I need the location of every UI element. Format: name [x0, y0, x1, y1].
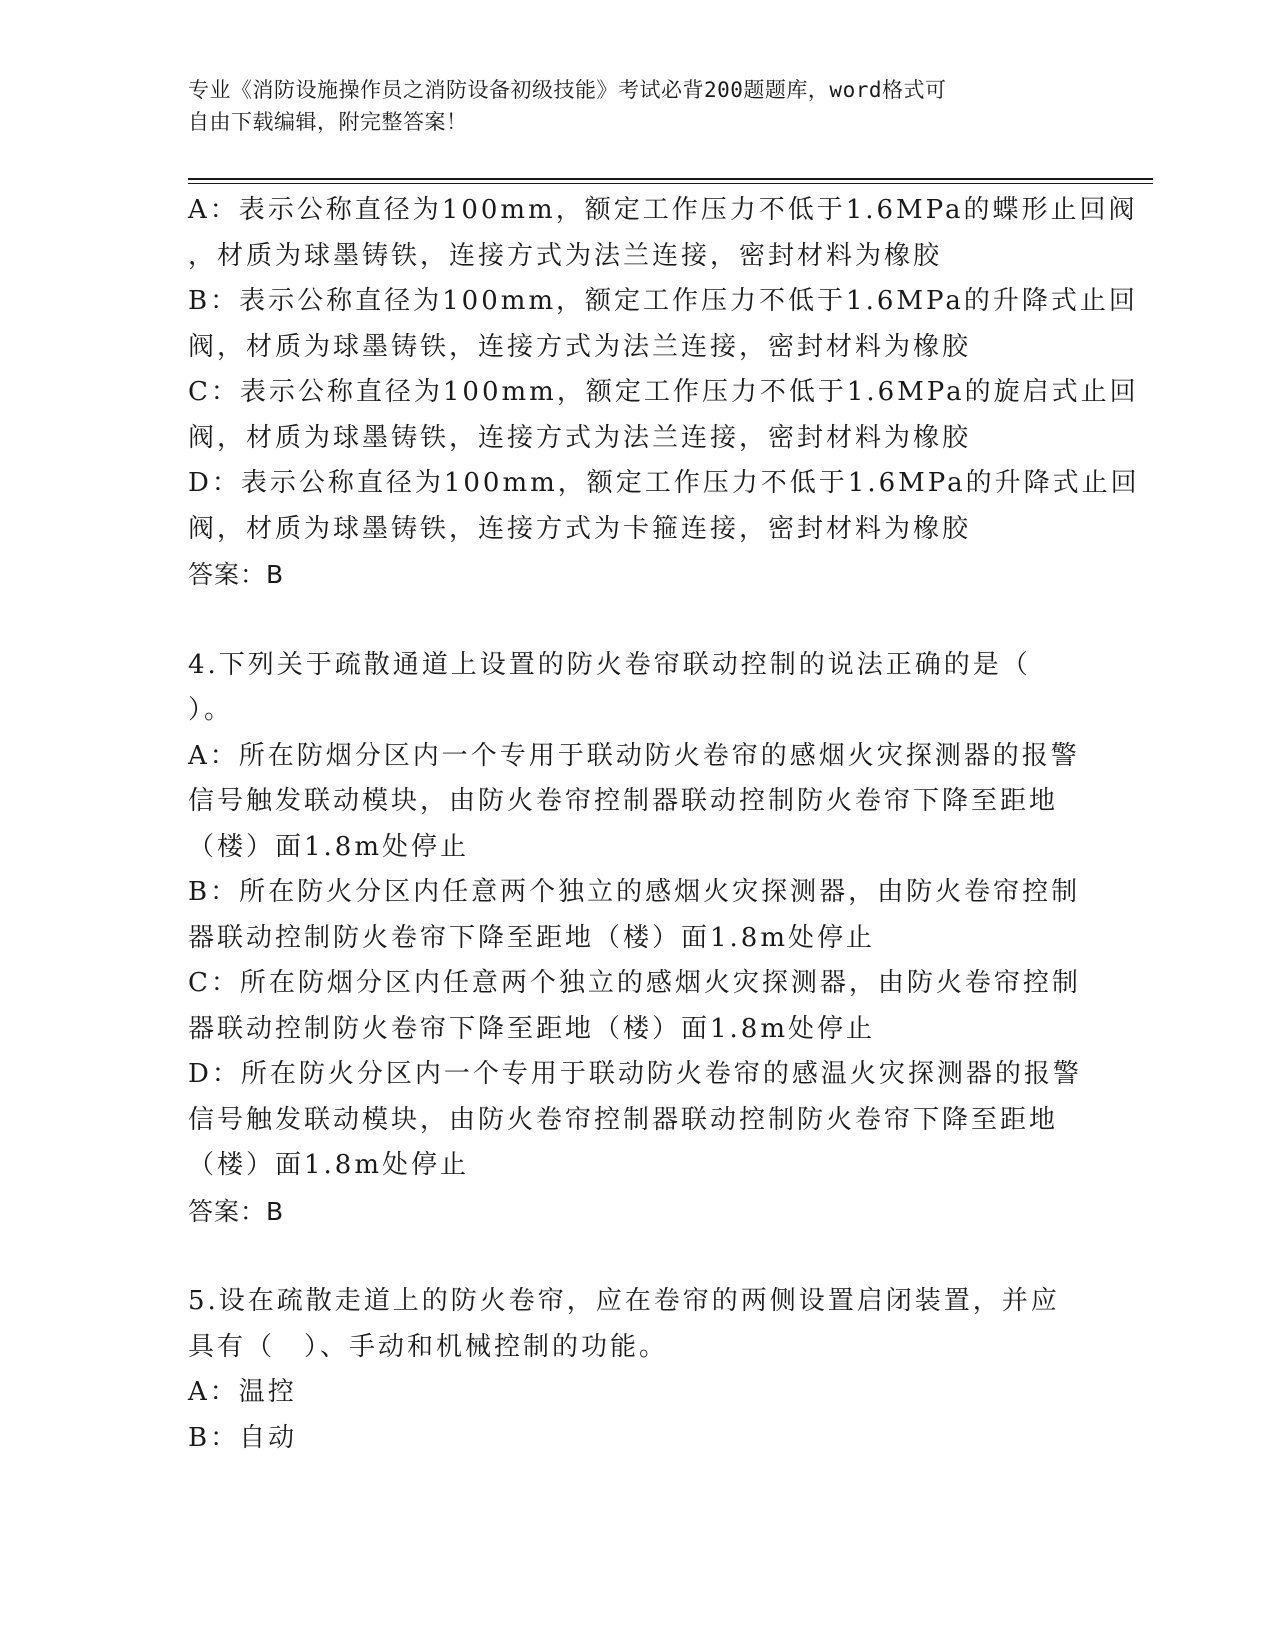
- option-a-line-1: A：表示公称直径为100mm，额定工作压力不低于1.6MPa的蝶形止回阀: [188, 195, 1138, 225]
- header-divider-thick: [188, 178, 1153, 180]
- option-c-line-1: C：表示公称直径为100mm，额定工作压力不低于1.6MPa的旋启式止回: [188, 377, 1139, 407]
- question-spacer: [188, 1234, 1088, 1279]
- option-a-line-3: （楼）面1.8m处停止: [188, 831, 470, 862]
- header-divider-thin: [188, 183, 1153, 184]
- question-spacer: [188, 598, 1088, 643]
- option-d-line-2: 阀，材质为球墨铸铁，连接方式为卡箍连接，密封材料为橡胶: [188, 513, 972, 544]
- option-c-line-1: C：所在防烟分区内任意两个独立的感烟火灾探测器，由防火卷帘控制: [188, 968, 1081, 998]
- option-a-line-2: ，材质为球墨铸铁，连接方式为法兰连接，密封材料为橡胶: [188, 240, 943, 271]
- option-d-line-1: D：所在防火分区内一个专用于联动防火卷帘的感温火灾探测器的报警: [188, 1059, 1082, 1089]
- option-b-line-1: B：表示公称直径为100mm，额定工作压力不低于1.6MPa的升降式止回: [188, 286, 1138, 316]
- option-a-line-2: 信号触发联动模块，由防火卷帘控制器联动控制防火卷帘下降至距地: [188, 786, 1059, 816]
- question-5: [188, 1279, 1088, 1461]
- option-b-line-1: B：所在防火分区内任意两个独立的感烟火灾探测器，由防火卷帘控制: [188, 877, 1081, 907]
- header-line-1: 专业《消防设施操作员之消防设备初级技能》考试必背200题题库，word格式可: [188, 78, 947, 102]
- header-line-2: 自由下载编辑，附完整答案！: [188, 110, 468, 134]
- answer-label: 答案：B: [188, 560, 285, 589]
- question-text-line-1: 4.下列关于疏散通道上设置的防火卷帘联动控制的说法正确的是（: [188, 649, 1031, 680]
- question-4: [188, 643, 1088, 1235]
- option-d-line-3: （楼）面1.8m处停止: [188, 1150, 470, 1180]
- option-d-line-2: 信号触发联动模块，由防火卷帘控制器联动控制防火卷帘下降至距地: [188, 1104, 1059, 1135]
- option-b-line-2: 器联动控制防火卷帘下降至距地（楼）面1.8m处停止: [188, 922, 876, 953]
- option-a: A：温控: [188, 1377, 297, 1407]
- option-b-line-2: 阀，材质为球墨铸铁，连接方式为法兰连接，密封材料为橡胶: [188, 331, 972, 362]
- answer-label: 答案：B: [188, 1196, 285, 1226]
- option-d-line-1: D：表示公称直径为100mm，额定工作压力不低于1.6MPa的升降式止回: [188, 468, 1140, 498]
- option-a-line-1: A：所在防烟分区内一个专用于联动防火卷帘的感烟火灾探测器的报警: [188, 740, 1080, 771]
- document-header: [188, 74, 1088, 138]
- question-text-line-1: 5.设在疏散走道上的防火卷帘，应在卷帘的两侧设置启闭装置，并应: [188, 1286, 1060, 1316]
- document-body: [188, 188, 1140, 1461]
- option-c-line-2: 阀，材质为球墨铸铁，连接方式为法兰连接，密封材料为橡胶: [188, 422, 972, 453]
- question-text-line-2: ）。: [188, 695, 234, 725]
- question-text-line-2: 具有（ ）、手动和机械控制的功能。: [188, 1331, 669, 1362]
- option-c-line-2: 器联动控制防火卷帘下降至距地（楼）面1.8m处停止: [188, 1013, 876, 1044]
- question-3-options: [188, 188, 1140, 598]
- option-b: B：自动: [188, 1422, 298, 1453]
